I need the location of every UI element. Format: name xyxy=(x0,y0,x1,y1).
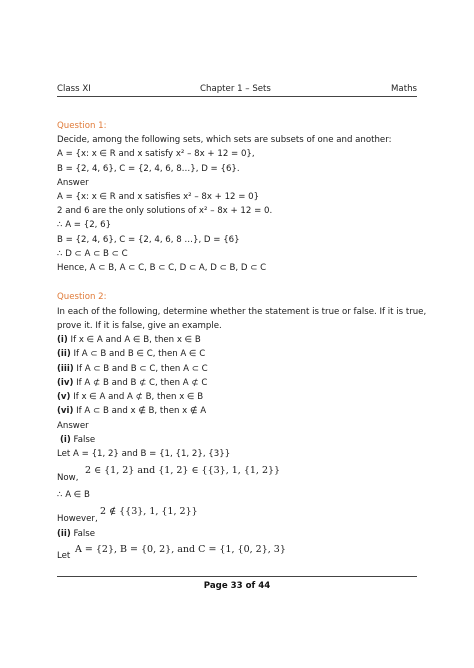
item-number: (i) xyxy=(57,335,68,345)
now-label: Now, xyxy=(57,473,79,483)
q1-line: A = {x: x ∈ R and x satisfy x² – 8x + 12 = 0}, xyxy=(57,149,255,159)
however-label: However, xyxy=(57,514,98,524)
q2-item xyxy=(57,392,203,403)
therefore-line: ∴ A ∈ B xyxy=(57,490,90,500)
q1-line: ∴ D ⊂ A ⊂ B ⊂ C xyxy=(57,249,128,259)
q2-intro: prove it. If it is false, give an example. xyxy=(57,321,222,331)
q1-line: Decide, among the following sets, which sets are subsets of one and another: xyxy=(57,135,392,145)
header-chapter: Chapter 1 – Sets xyxy=(200,84,271,94)
part-number: (i) xyxy=(60,435,71,445)
let-statement: Let A = {1, 2} and B = {1, {1, 2}, {3}} xyxy=(57,449,231,459)
item-number: (iii) xyxy=(57,364,74,374)
item-text: If A ⊂ B and x ∉ B, then x ∉ A xyxy=(73,406,207,416)
item-text: If x ∈ A and A ⊄ B, then x ∈ B xyxy=(70,392,204,402)
item-text: If A ⊂ B and B ⊂ C, then A ⊂ C xyxy=(73,364,208,374)
q1-line: B = {2, 4, 6}, C = {2, 4, 6, 8 …}, D = {6} xyxy=(57,235,240,245)
part-number: (ii) xyxy=(57,529,71,539)
item-number: (iv) xyxy=(57,378,74,388)
now-math: 2 ∈ {1, 2} and {1, 2} ∈ {{3}, 1, {1, 2}} xyxy=(85,465,281,476)
question-1-heading: Question 1: xyxy=(57,121,107,131)
part-verdict: False xyxy=(70,435,96,445)
q1-line: ∴ A = {2, 6} xyxy=(57,220,112,230)
part-ii xyxy=(57,529,95,540)
q2-item xyxy=(57,364,208,375)
answer-label: Answer xyxy=(57,421,89,431)
item-number: (ii) xyxy=(57,349,71,359)
header-rule xyxy=(57,96,417,97)
part-verdict: False xyxy=(70,529,96,539)
page-number: Page 33 of 44 xyxy=(203,581,271,591)
item-text: If A ⊂ B and B ∈ C, then A ∈ C xyxy=(70,349,206,359)
q1-line: A = {x: x ∈ R and x satisfies x² – 8x + 12 = 0} xyxy=(57,192,260,202)
q2-item xyxy=(57,378,207,389)
part-i xyxy=(60,435,95,446)
item-text: If x ∈ A and A ∈ B, then x ∈ B xyxy=(67,335,201,345)
however-math: 2 ∉ {{3}, 1, {1, 2}} xyxy=(100,506,198,517)
let2-label: Let xyxy=(57,551,71,561)
q2-item xyxy=(57,349,205,360)
q1-line: 2 and 6 are the only solutions of x² – 8x + 12 = 0. xyxy=(57,206,273,216)
header-subject: Maths xyxy=(391,84,417,94)
let2-math: A = {2}, B = {0, 2}, and C = {1, {0, 2}, 3} xyxy=(75,544,286,555)
footer-rule xyxy=(57,576,417,577)
q2-intro: In each of the following, determine whether the statement is true or false. If it is true, xyxy=(57,307,427,317)
item-text: If A ⊄ B and B ⊄ C, then A ⊄ C xyxy=(73,378,208,388)
header-class: Class XI xyxy=(57,84,91,94)
q1-line: B = {2, 4, 6}, C = {2, 4, 6, 8…}, D = {6}. xyxy=(57,164,240,174)
question-2-heading: Question 2: xyxy=(57,292,107,302)
q1-line: Hence, A ⊂ B, A ⊂ C, B ⊂ C, D ⊂ A, D ⊂ B, D ⊂ C xyxy=(57,263,267,273)
q1-line: Answer xyxy=(57,178,89,188)
q2-item xyxy=(57,335,201,346)
item-number: (vi) xyxy=(57,406,74,416)
item-number: (v) xyxy=(57,392,71,402)
q2-item xyxy=(57,406,206,417)
